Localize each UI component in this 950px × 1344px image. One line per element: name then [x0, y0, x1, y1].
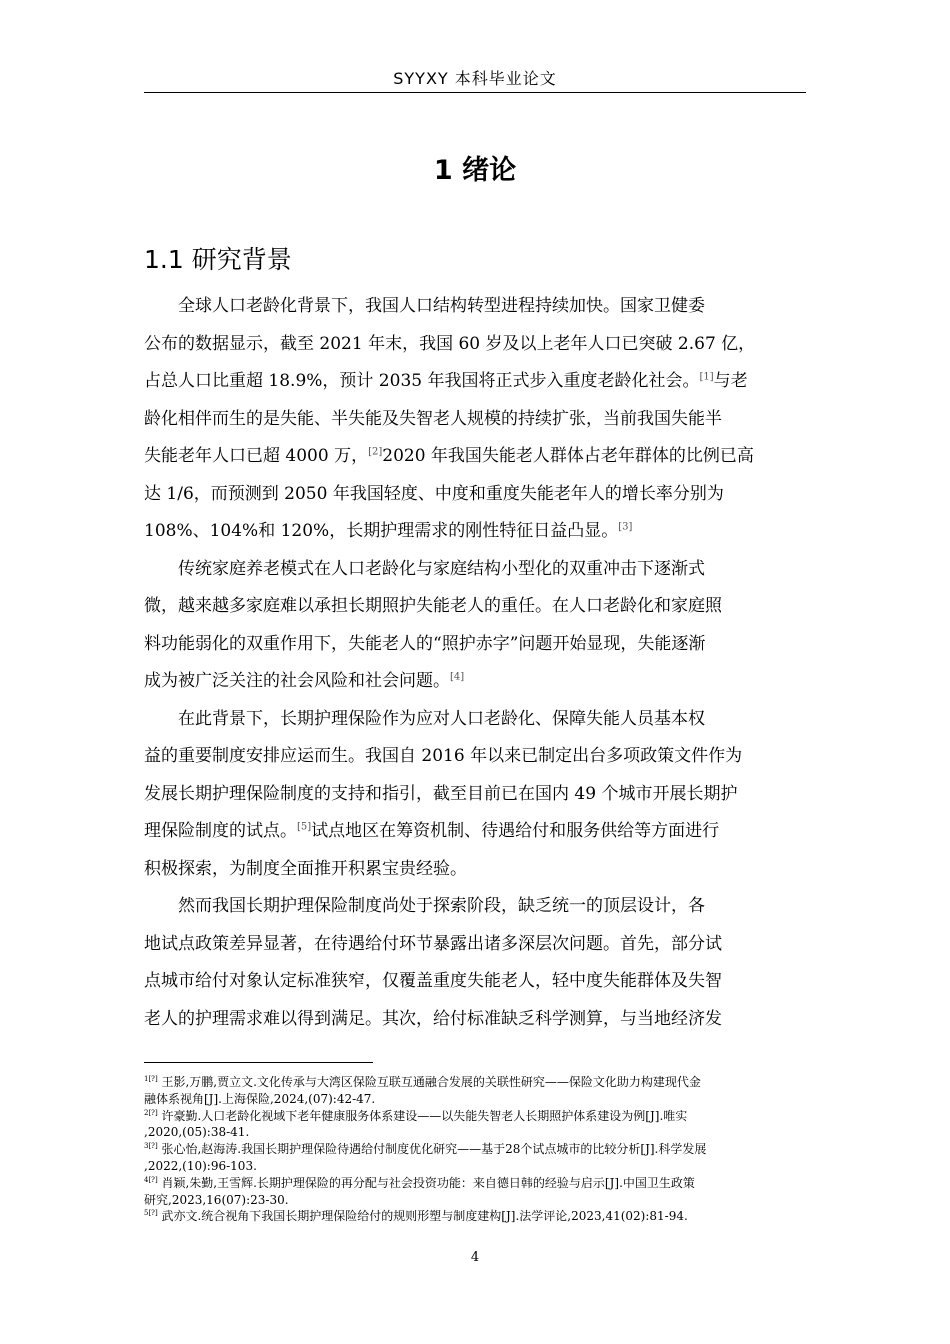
footnote — [144, 1141, 806, 1175]
footnote-text: 武亦文.统合视角下我国长期护理保险给付的规则形塑与制度建构[J].法学评论,2023,41(02):81-94. — [157, 1209, 688, 1224]
citation-ref[interactable]: [4] — [450, 671, 465, 683]
paragraph-text: 2020 年我国失能老人群体占老年群体的比例已高 达 1/6，而预测到 2050 年我国轻度、中度和重度失能老年人的增长率分别为 108%、104%和 120%，长期护理需求的刚性特征日益凸显。 — [144, 446, 754, 541]
header-rule — [144, 92, 806, 93]
footnote-text: 张心怡,赵海涛.我国长期护理保险待遇给付制度优化研究——基于28个试点城市的比较分析[J].科学发展 ,2022,(10):96-103. — [144, 1142, 707, 1173]
footnote — [144, 1108, 806, 1142]
footnote — [144, 1208, 806, 1225]
footnote-mark: 3[?] — [144, 1142, 158, 1151]
footnote — [144, 1175, 806, 1209]
paragraph-2 — [144, 551, 806, 701]
chapter-title: 1 绪论 — [433, 155, 517, 186]
paragraph-3 — [144, 701, 806, 889]
footnote-mark: 2[?] — [144, 1108, 158, 1117]
footnote-separator — [144, 1062, 373, 1063]
footnote-mark: 4[?] — [144, 1175, 158, 1184]
body-text — [144, 288, 806, 1038]
citation-ref[interactable]: [1] — [699, 371, 714, 383]
citation-ref[interactable]: [2] — [368, 446, 383, 458]
paragraph-4 — [144, 888, 806, 1038]
page-number: 4 — [470, 1250, 480, 1265]
section-title: 1.1 研究背景 — [144, 245, 292, 274]
footnote-mark: 5[?] — [144, 1209, 158, 1218]
paragraph-text: 与老 龄化相伴而生的是失能、半失能及失智老人规模的持续扩张，当前我国失能半 失能老年人口已超 4000 万， — [144, 371, 748, 466]
paragraph-1 — [144, 288, 806, 551]
citation-ref[interactable]: [5] — [297, 821, 312, 833]
footnotes — [144, 1074, 806, 1225]
footnote-text: 王影,万鹏,贾立文.文化传承与大湾区保险互联互通融合发展的关联性研究——保险文化助力构建现代金 融体系视角[J].上海保险,2024,(07):42-47. — [144, 1075, 701, 1106]
paragraph-text: 在此背景下，长期护理保险作为应对人口老龄化、保障失能人员基本权 益的重要制度安排应运而生。我国自 2016 年以来已制定出台多项政策文件作为 发展长期护理保险制度的支持和指引，截至目前已在国内 49 个城市开展长期护 理保险制度的试点。 — [144, 708, 743, 841]
footnote-mark: 1[?] — [144, 1075, 158, 1083]
paragraph-text: 全球人口老龄化背景下，我国人口结构转型进程持续加快。国家卫健委 公布的数据显示，截至 2021 年末，我国 60 岁及以上老年人口已突破 2.67 亿， 占总人口比重超 18.9%，预计 2035 年我国将正式步入重度老龄化社会。 — [144, 296, 756, 391]
footnote-text: 许豪勤.人口老龄化视域下老年健康服务体系建设——以失能失智老人长期照护体系建设为例[J].唯实 ,2020,(05):38-41. — [144, 1108, 688, 1140]
footnote — [144, 1074, 806, 1108]
citation-ref[interactable]: [3] — [618, 521, 633, 533]
paragraph-text: 然而我国长期护理保险制度尚处于探索阶段，缺乏统一的顶层设计，各 地试点政策差异显著，在待遇给付环节暴露出诸多深层次问题。首先，部分试 点城市给付对象认定标准狭窄，仅覆盖重度失能老人，轻中度失能群体及失智 老人的护理需求难以得到满足。其次，给付标准缺乏科学测算，与当地经济发 — [144, 896, 722, 1029]
running-header: SYYXY 本科毕业论文 — [393, 69, 557, 88]
paragraph-text: 试点地区在筹资机制、待遇给付和服务供给等方面进行 积极探索，为制度全面推开积累宝贵经验。 — [144, 821, 720, 879]
footnote-text: 肖颖,朱勤,王雪辉.长期护理保险的再分配与社会投资功能：来自德日韩的经验与启示[J].中国卫生政策 研究,2023,16(07):23-30. — [144, 1175, 695, 1207]
paragraph-text: 传统家庭养老模式在人口老龄化与家庭结构小型化的双重冲击下逐渐式 微，越来越多家庭难以承担长期照护失能老人的重任。在人口老龄化和家庭照 料功能弱化的双重作用下，失能老人的“照护赤字”问题开始显现，失能逐渐 成为被广泛关注的社会风险和社会问题。 — [144, 558, 722, 691]
